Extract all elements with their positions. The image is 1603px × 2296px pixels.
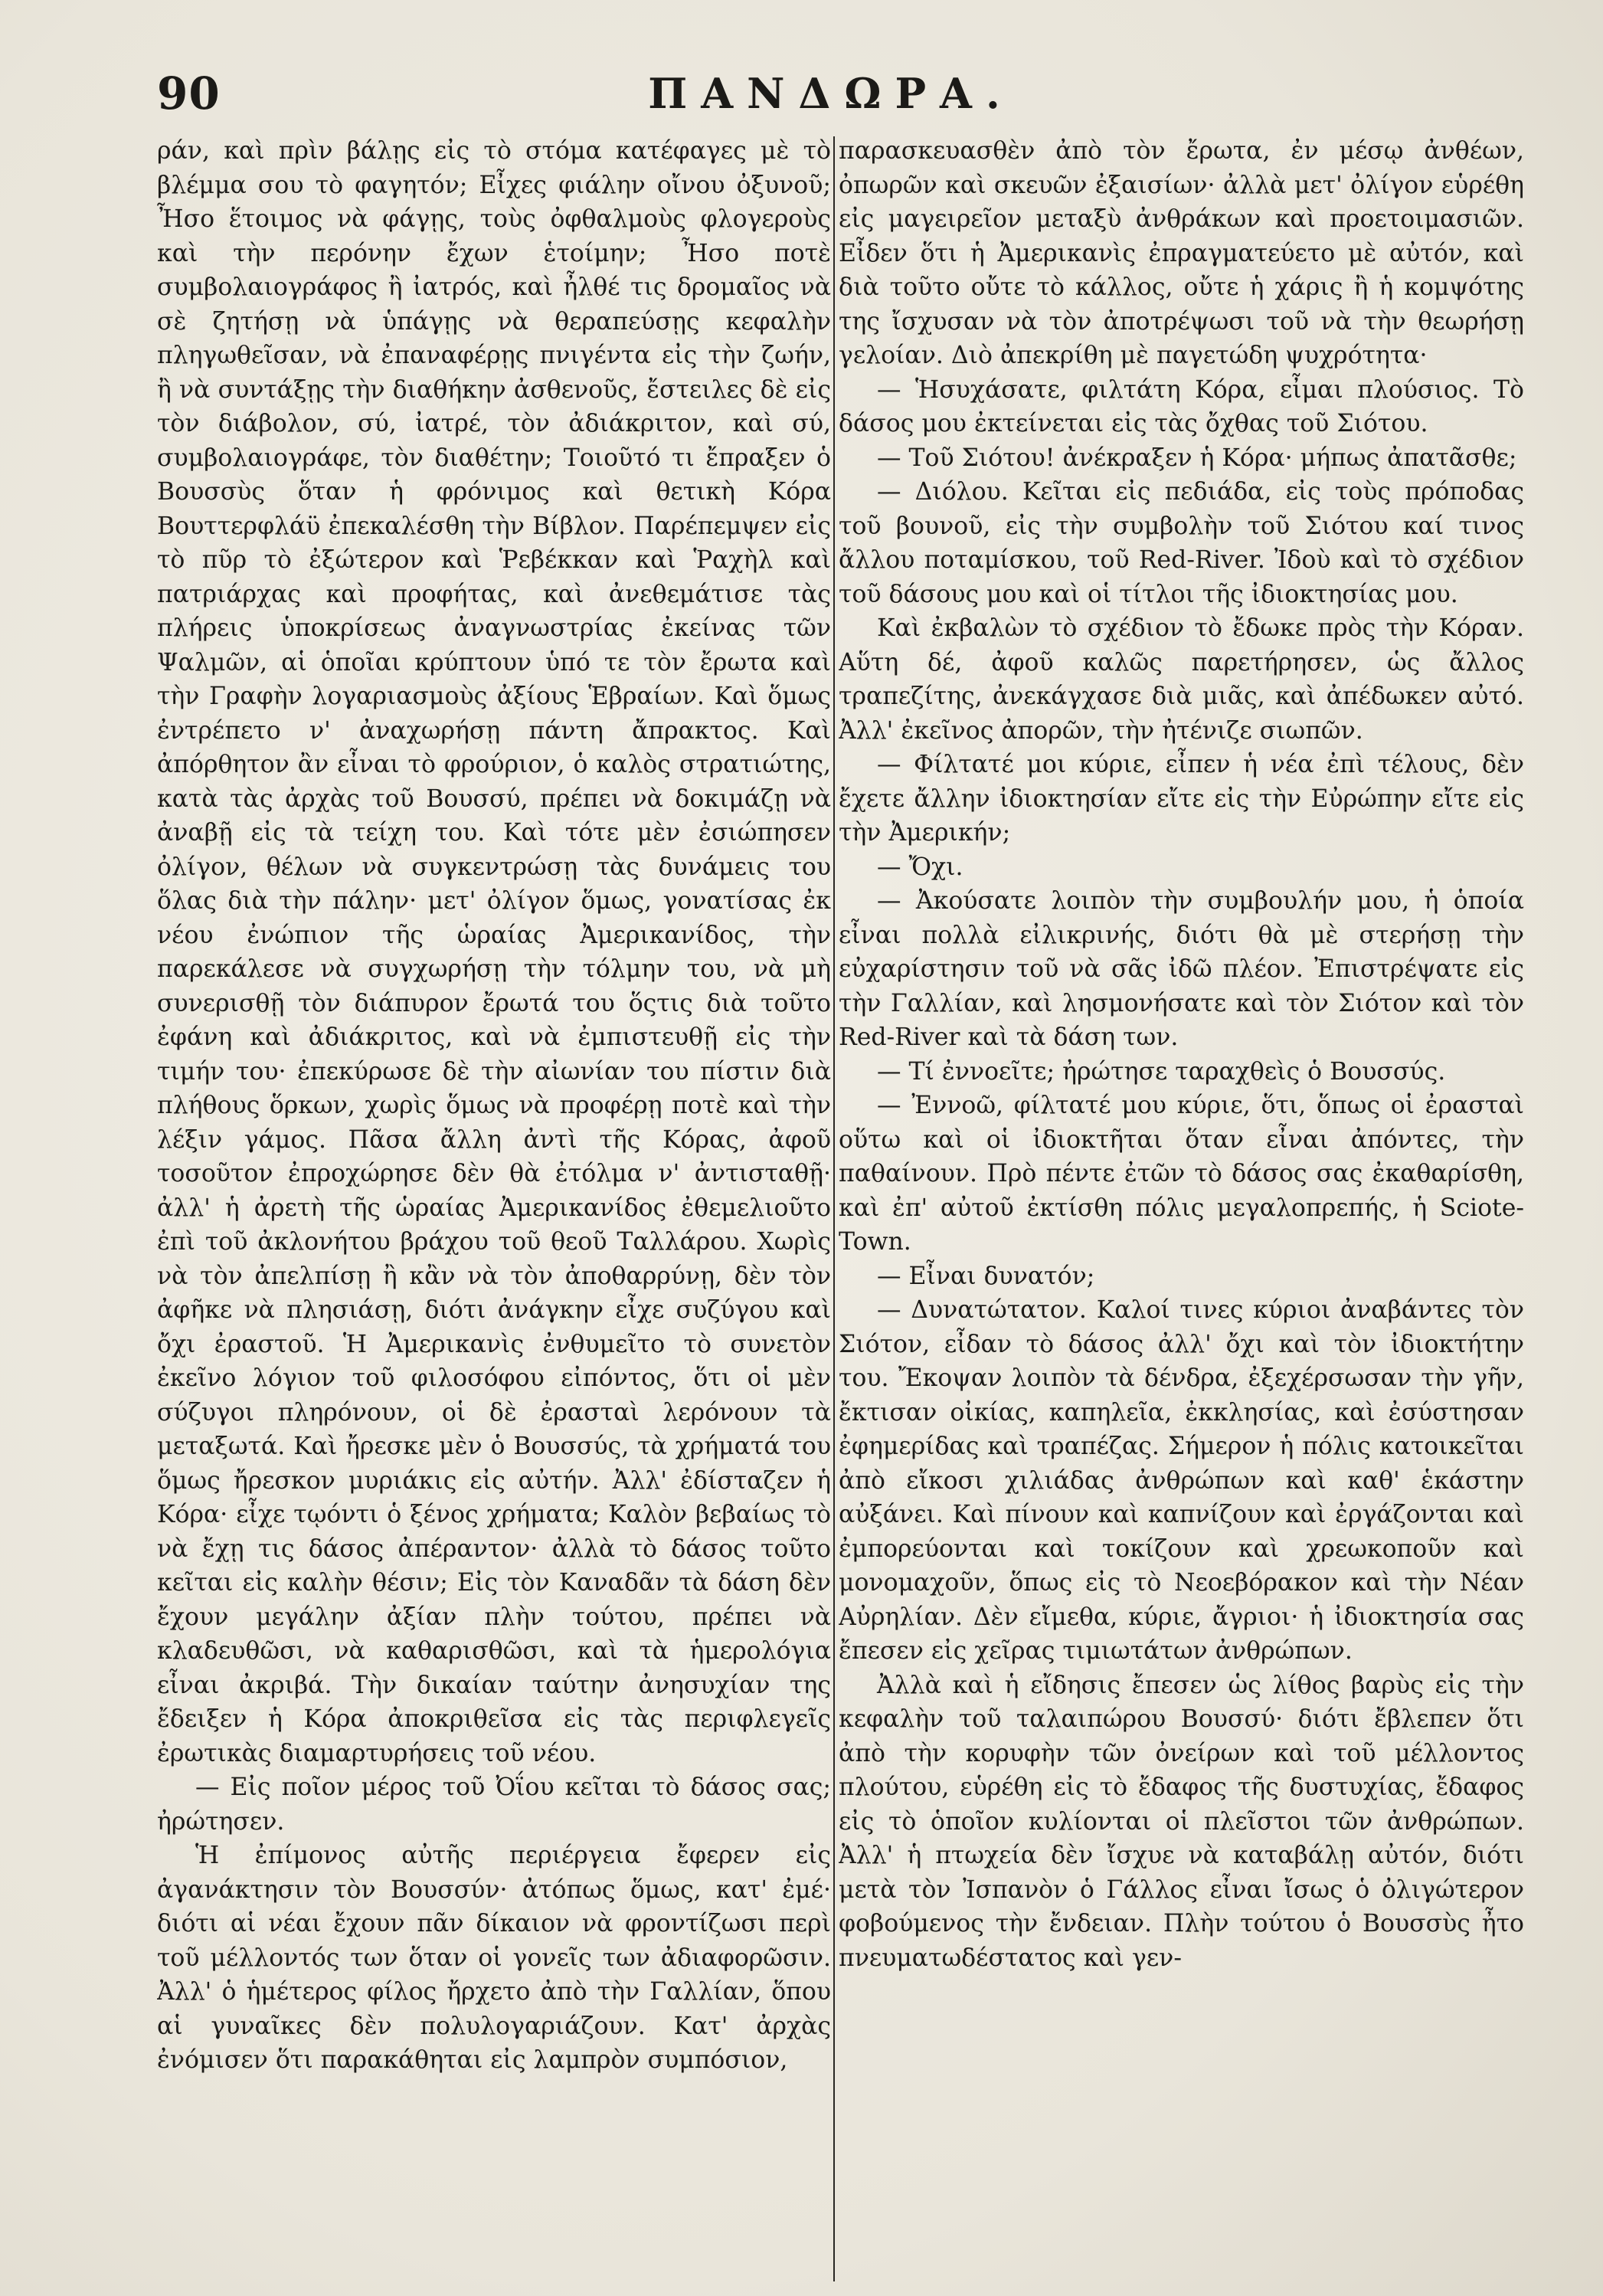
paragraph: — Ὄχι. — [877, 853, 963, 881]
column-divider — [833, 136, 835, 2281]
left-text-column — [157, 134, 831, 2279]
paragraph: — Ἀκούσατε λοιπὸν τὴν συμβουλήν μου, ἡ ὁποία εἶναι πολλὰ εἰλικρινής, διότι θὰ μὲ στερήσῃ τὴν εὐχαρίστησιν τοῦ νὰ σᾶς ἰδῶ πλέον. Ἐπιστρέψατε εἰς τὴν Γαλλίαν, καὶ λησμονήσατε καὶ τὸν Σιότον καὶ τὸν Red-River καὶ τὰ δάση των. — [839, 887, 1524, 1051]
paragraph: — Τί ἐννοεῖτε; ἠρώτησε ταραχθεὶς ὁ Βουσσύς. — [877, 1057, 1446, 1086]
paragraph: — Εἰς ποῖον μέρος τοῦ Ὀΐου κεῖται τὸ δάσος σας; ἠρώτησεν. — [157, 1774, 831, 1836]
paragraph: — Εἶναι δυνατόν; — [877, 1262, 1095, 1290]
paragraph: ράν, καὶ πρὶν βάλῃς εἰς τὸ στόμα κατέφαγες μὲ τὸ βλέμμα σου τὸ φαγητόν; Εἶχες φιάλην οἴνου ὀξυνοῦ; Ἦσο ἕτοιμος νὰ φάγῃς, τοὺς ὀφθαλμοὺς φλογεροὺς καὶ τὴν περόνην ἔχων ἑτοίμην; Ἦσο ποτὲ συμβολαιογράφος ἢ ἰατρός, καὶ ἦλθέ τις δρομαῖος νὰ σὲ ζητήσῃ νὰ ὑπάγῃς νὰ θεραπεύσῃς κεφαλὴν πληγωθεῖσαν, νὰ ἐπαναφέρῃς πνιγέντα εἰς τὴν ζωήν, ἢ νὰ συντάξῃς τὴν διαθήκην ἀσθενοῦς, ἔστειλες δὲ εἰς τὸν διάβολον, σύ, ἰατρέ, τὸν ἀδιάκριτον, καὶ σύ, συμβολαιογράφε, τὸν διαθέτην; Τοιοῦτό τι ἔπραξεν ὁ Βουσσὺς ὅταν ἡ φρόνιμος καὶ θετικὴ Κόρα Βουττερφλάϋ ἐπεκαλέσθη τὴν Βίβλον. Παρέπεμψεν εἰς τὸ πῦρ τὸ ἐξώτερον καὶ Ῥεβέκκαν καὶ Ῥαχὴλ καὶ πατριάρχας καὶ προφήτας, καὶ ἀνεθεμάτισε τὰς πλήρεις ὑποκρίσεως ἀναγνωστρίας ἐκείνας τῶν Ψαλμῶν, αἱ ὁποῖαι κρύπτουν ὑπό τε τὸν ἔρωτα καὶ τὴν Γραφὴν λογαριασμοὺς ἀξίους Ἑβραίων. Καὶ ὅμως ἐντρέπετο ν' ἀναχωρήσῃ πάντη ἄπρακτος. Καὶ ἀπόρθητον ἂν εἶναι τὸ φρούριον, ὁ καλὸς στρατιώτης, κατὰ τὰς ἀρχὰς τοῦ Βουσσύ, πρέπει νὰ δοκιμάζῃ νὰ ἀναβῇ εἰς τὰ τείχη του. Καὶ τότε μὲν ἐσιώπησεν ὀλίγον, θέλων νὰ συγκεντρώσῃ τὰς δυνάμεις του ὅλας διὰ τὴν πάλην· μετ' ὀλίγον ὅμως, γονατίσας ἐκ νέου ἐνώπιον τῆς ὡραίας Ἀμερικανίδος, τὴν παρεκάλεσε νὰ συγχωρήσῃ τὴν τόλμην του, νὰ μὴ συνερισθῇ τὸν διάπυρον ἔρωτά του ὅςτις διὰ τοῦτο ἐφάνη καὶ ἀδιάκριτος, καὶ νὰ ἐμπιστευθῇ εἰς τὴν τιμήν του· ἐπεκύρωσε δὲ τὴν αἰωνίαν του πίστιν διὰ πλήθους ὅρκων, χωρὶς ὅμως νὰ προφέρῃ ποτὲ καὶ τὴν λέξιν γάμος. Πᾶσα ἄλλη ἀντὶ τῆς Κόρας, ἀφοῦ τοσοῦτον ἐπροχώρησε δὲν θὰ ἐτόλμα ν' ἀντισταθῇ· ἀλλ' ἡ ἀρετὴ τῆς ὡραίας Ἀμερικανίδος ἐθεμελιοῦτο ἐπὶ τοῦ ἀκλονήτου βράχου τοῦ θεοῦ Ταλλάρου. Χωρὶς νὰ τὸν ἀπελπίσῃ ἢ κἂν νὰ τὸν ἀποθαρρύνῃ, δὲν τὸν ἀφῆκε νὰ πλησιάσῃ, διότι ἀνάγκην εἶχε συζύγου καὶ ὄχι ἐραστοῦ. Ἡ Ἀμερικανὶς ἐνθυμεῖτο τὸ συνετὸν ἐκεῖνο λόγιον τοῦ φιλοσόφου εἰπόντος, ὅτι οἱ μὲν σύζυγοι πληρόνουν, οἱ δὲ ἐρασταὶ λερόνουν τὰ μεταξωτά. Καὶ ἤρεσκε μὲν ὁ Βουσσύς, τὰ χρήματά του ὅμως ἤρεσκον μυριάκις εἰς αὐτήν. Ἀλλ' ἐδίσταζεν ἡ Κόρα· εἶχε τῳόντι ὁ ξένος χρήματα; Καλὸν βεβαίως τὸ νὰ ἔχῃ τις δάσος ἀπέραντον· ἀλλὰ τὸ δάσος τοῦτο κεῖται εἰς καλὴν θέσιν; Εἰς τὸν Καναδᾶν τὰ δάση δὲν ἔχουν μεγάλην ἀξίαν πλὴν τούτου, πρέπει νὰ κλαδευθῶσι, νὰ καθαρισθῶσι, καὶ τὰ ἡμερολόγια εἶναι ἀκριβά. Τὴν δικαίαν ταύτην ἀνησυχίαν της ἔδειξεν ἡ Κόρα ἀποκριθεῖσα εἰς τὰς περιφλεγεῖς ἐρωτικὰς διαμαρτυρήσεις τοῦ νέου. — [157, 137, 831, 1767]
paragraph: — Ἐννοῶ, φίλτατέ μου κύριε, ὅτι, ὅπως οἱ ἐρασταὶ οὕτω καὶ οἱ ἰδιοκτῆται ὅταν εἶναι ἀπόντες, τὴν παθαίνουν. Πρὸ πέντε ἐτῶν τὸ δάσος σας ἐκαθαρίσθη, καὶ ἐπ' αὐτοῦ ἐκτίσθη πόλις μεγαλοπρεπής, ἡ Sciote-Town. — [839, 1092, 1524, 1256]
running-title: ΠΑΝΔΩΡΑ. — [648, 69, 1014, 118]
paragraph: — Φίλτατέ μοι κύριε, εἶπεν ἡ νέα ἐπὶ τέλους, δὲν ἔχετε ἄλλην ἰδιοκτησίαν εἴτε εἰς τὴν Εὐρώπην εἴτε εἰς τὴν Ἀμερικήν; — [839, 751, 1524, 847]
page-number: 90 — [157, 67, 221, 120]
paragraph: — Διόλου. Κεῖται εἰς πεδιάδα, εἰς τοὺς πρόποδας τοῦ βουνοῦ, εἰς τὴν συμβολὴν τοῦ Σιότου καί τινος ἄλλου ποταμίσκου, τοῦ Red-River. Ἰδοὺ καὶ τὸ σχέδιον τοῦ δάσους μου καὶ οἱ τίτλοι τῆς ἰδιοκτησίας μου. — [839, 478, 1524, 608]
paragraph: Ἀλλὰ καὶ ἡ εἴδησις ἔπεσεν ὡς λίθος βαρὺς εἰς τὴν κεφαλὴν τοῦ ταλαιπώρου Βουσσύ· διότι ἔβλεπεν ὅτι ἀπὸ τὴν κορυφὴν τῶν ὀνείρων καὶ τοῦ μέλλοντος πλούτου, εὑρέθη εἰς τὸ ἔδαφος τῆς δυστυχίας, ἔδαφος εἰς τὸ ὁποῖον κυλίονται οἱ πλεῖστοι τῶν ἀνθρώπων. Ἀλλ' ἡ πτωχεία δὲν ἴσχυε νὰ καταβάλῃ αὐτόν, διότι μετὰ τὸν Ἰσπανὸν ὁ Γάλλος εἶναι ἴσως ὁ ὀλιγώτερον φοβούμενος τὴν ἔνδειαν. Πλὴν τούτου ὁ Βουσσὺς ἦτο πνευματωδέστατος καὶ γεν- — [839, 1671, 1524, 1972]
paragraph: — Ἡσυχάσατε, φιλτάτη Κόρα, εἶμαι πλούσιος. Τὸ δάσος μου ἐκτείνεται εἰς τὰς ὄχθας τοῦ Σιότου. — [839, 375, 1524, 437]
page-header — [157, 67, 1505, 136]
right-text-column — [839, 134, 1524, 2279]
paragraph: Ἡ ἐπίμονος αὐτῆς περιέργεια ἔφερεν εἰς ἀγανάκτησιν τὸν Βουσσύν· ἀτόπως ὅμως, κατ' ἐμέ· διότι αἱ νέαι ἔχουν πᾶν δίκαιον νὰ φροντίζωσι περὶ τοῦ μέλλοντός των ὅταν οἱ γονεῖς των ἀδιαφορῶσιν. Ἀλλ' ὁ ἡμέτερος φίλος ἤρχετο ἀπὸ τὴν Γαλλίαν, ὅπου αἱ γυναῖκες δὲν πολυλογαριάζουν. Κατ' ἀρχὰς ἐνόμισεν ὅτι παρακάθηται εἰς λαμπρὸν συμπόσιον, — [157, 1842, 831, 2074]
paragraph: — Τοῦ Σιότου! ἀνέκραξεν ἡ Κόρα· μήπως ἀπατᾶσθε; — [877, 444, 1517, 472]
paragraph: Καὶ ἐκβαλὼν τὸ σχέδιον τὸ ἔδωκε πρὸς τὴν Κόραν. Αὕτη δέ, ἀφοῦ καλῶς παρετήρησεν, ὡς ἄλλος τραπεζίτης, ἀνεκάγχασε διὰ μιᾶς, καὶ ἀπέδωκεν αὐτό. Ἀλλ' ἐκεῖνος ἀπορῶν, τὴν ἠτένιζε σιωπῶν. — [839, 614, 1524, 745]
paragraph: παρασκευασθὲν ἀπὸ τὸν ἔρωτα, ἐν μέσῳ ἀνθέων, ὀπωρῶν καὶ σκευῶν ἐξαισίων· ἀλλὰ μετ' ὀλίγον εὑρέθη εἰς μαγειρεῖον μεταξὺ ἀνθράκων καὶ προετοιμασιῶν. Εἶδεν ὅτι ἡ Ἀμερικανὶς ἐπραγματεύετο μὲ αὐτόν, καὶ διὰ τοῦτο οὔτε τὸ κάλλος, οὔτε ἡ χάρις ἢ ἡ κομψότης της ἴσχυσαν νὰ τὸν ἀποτρέψωσι τοῦ νὰ τὴν θεωρήσῃ γελοίαν. Διὸ ἀπεκρίθη μὲ παγετώδη ψυχρότητα· — [839, 137, 1524, 369]
paragraph: — Δυνατώτατον. Καλοί τινες κύριοι ἀναβάντες τὸν Σιότον, εἶδαν τὸ δάσος ἀλλ' ὄχι καὶ τὸν ἰδιοκτήτην του. Ἔκοψαν λοιπὸν τὰ δένδρα, ἐξεχέρσωσαν τὴν γῆν, ἔκτισαν οἰκίας, καπηλεῖα, ἐκκλησίας, καὶ ἐσύστησαν ἐφημερίδας καὶ τραπέζας. Σήμερον ἡ πόλις κατοικεῖται ἀπὸ εἴκοσι χιλιάδας ἀνθρώπων καὶ καθ' ἑκάστην αὐξάνει. Καὶ πίνουν καὶ καπνίζουν καὶ ἐργάζονται καὶ ἐμπορεύονται καὶ τοκίζουν καὶ χρεωκοποῦν καὶ μονομαχοῦν, ὅπως εἰς τὸ Νεοεβόρακον καὶ τὴν Νέαν Αὐρηλίαν. Δὲν εἴμεθα, κύριε, ἄγριοι· ἡ ἰδιοκτησία σας ἔπεσεν εἰς χεῖρας τιμιωτάτων ἀνθρώπων. — [839, 1296, 1524, 1665]
